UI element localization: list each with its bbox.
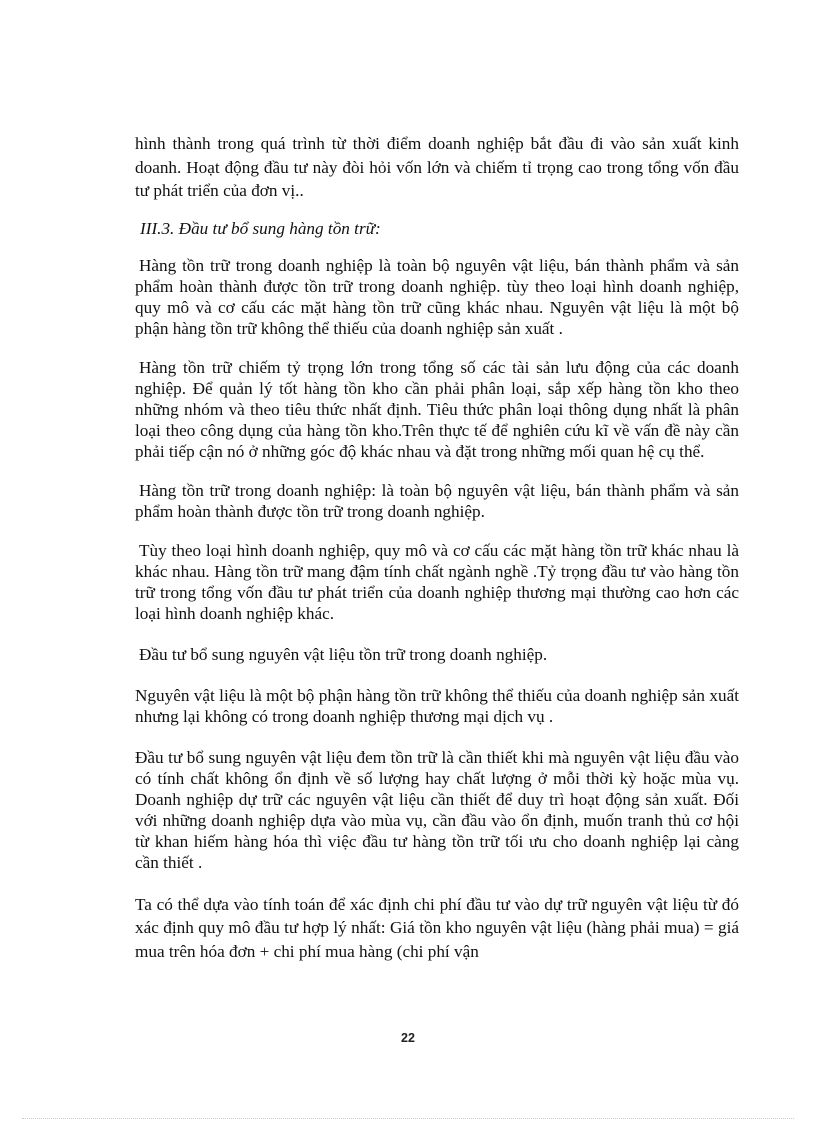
page-number: 22 xyxy=(401,1031,415,1045)
paragraph-materials-necessity: Đầu tư bổ sung nguyên vật liệu đem tồn trữ là cần thiết khi mà nguyên vật liệu đầu vào có tính chất không ổn định về số lượng hay chất lượng ở mỗi thời kỳ hoặc mùa vụ. Doanh nghiệp dự trữ các nguyên vật liệu cần thiết để duy trì hoạt động sản xuất. Đối với những doanh nghiệp dựa vào mùa vụ, cần đầu vào ổn định, muốn tranh thủ cơ hội từ khan hiếm hàng hóa thì việc đầu tư hàng tồn trữ tối ưu cho doanh nghiệp lại càng cần thiết . xyxy=(135,747,739,872)
paragraph-inventory-in-enterprise: Hàng tồn trữ trong doanh nghiệp: là toàn bộ nguyên vật liệu, bán thành phẩm và sản phẩm hoàn thành được tồn trữ trong doanh nghiệp. xyxy=(135,480,739,521)
page-bottom-edge xyxy=(22,1118,794,1119)
paragraph-inventory-share: Hàng tồn trữ chiếm tỷ trọng lớn trong tổng số các tài sản lưu động của các doanh nghiệp. Để quản lý tốt hàng tồn kho cần phải phân loại, sắp xếp hàng tồn kho theo những nhóm và theo tiêu thức nhất định. Tiêu thức phân loại thông dụng nhất là phân loại theo công dụng của hàng tồn kho.Trên thực tế để nghiên cứu kĩ về vấn đề này cần phải tiếp cận nó ở những góc độ khác nhau và đặt trong những mối quan hệ cụ thể. xyxy=(135,357,739,461)
paragraph-materials-part: Nguyên vật liệu là một bộ phận hàng tồn trữ không thể thiếu của doanh nghiệp sản xuất nhưng lại không có trong doanh nghiệp thương mại dịch vụ . xyxy=(135,685,739,726)
paragraph-inventory-definition: Hàng tồn trữ trong doanh nghiệp là toàn bộ nguyên vật liệu, bán thành phẩm và sản phẩm hoàn thành được tồn trữ trong doanh nghiệp. tùy theo loại hình doanh nghiệp, quy mô và cơ cấu các mặt hàng tồn trữ cũng khác nhau. Nguyên vật liệu là một bộ phận hàng tồn trữ không thể thiếu của doanh nghiệp sản xuất . xyxy=(135,255,739,338)
paragraph-inventory-by-type: Tùy theo loại hình doanh nghiệp, quy mô và cơ cấu các mặt hàng tồn trữ khác nhau là khác nhau. Hàng tồn trữ mang đậm tính chất ngành nghề .Tỷ trọng đầu tư vào hàng tồn trữ trong tổng vốn đầu tư phát triển của doanh nghiệp thương mại thường cao hơn các loại hình doanh nghiệp khác. xyxy=(135,540,739,623)
page-body xyxy=(135,132,739,963)
section-heading: III.3. Đầu tư bổ sung hàng tồn trữ: xyxy=(140,218,381,238)
paragraph-materials-investment: Đầu tư bổ sung nguyên vật liệu tồn trữ trong doanh nghiệp. xyxy=(139,644,548,664)
paragraph-cost-calculation: Ta có thể dựa vào tính toán để xác định chi phí đầu tư vào dự trữ nguyên vật liệu từ đó xác định quy mô đầu tư hợp lý nhất: Giá tồn kho nguyên vật liệu (hàng phải mua) = giá mua trên hóa đơn + chi phí mua hàng (chi phí vận xyxy=(135,894,739,961)
paragraph-continuation: hình thành trong quá trình từ thời điểm doanh nghiệp bắt đầu đi vào sản xuất kinh doanh. Hoạt động đầu tư này đòi hỏi vốn lớn và chiếm tỉ trọng cao trong tổng vốn đầu tư phát triển của đơn vị.. xyxy=(135,134,739,200)
